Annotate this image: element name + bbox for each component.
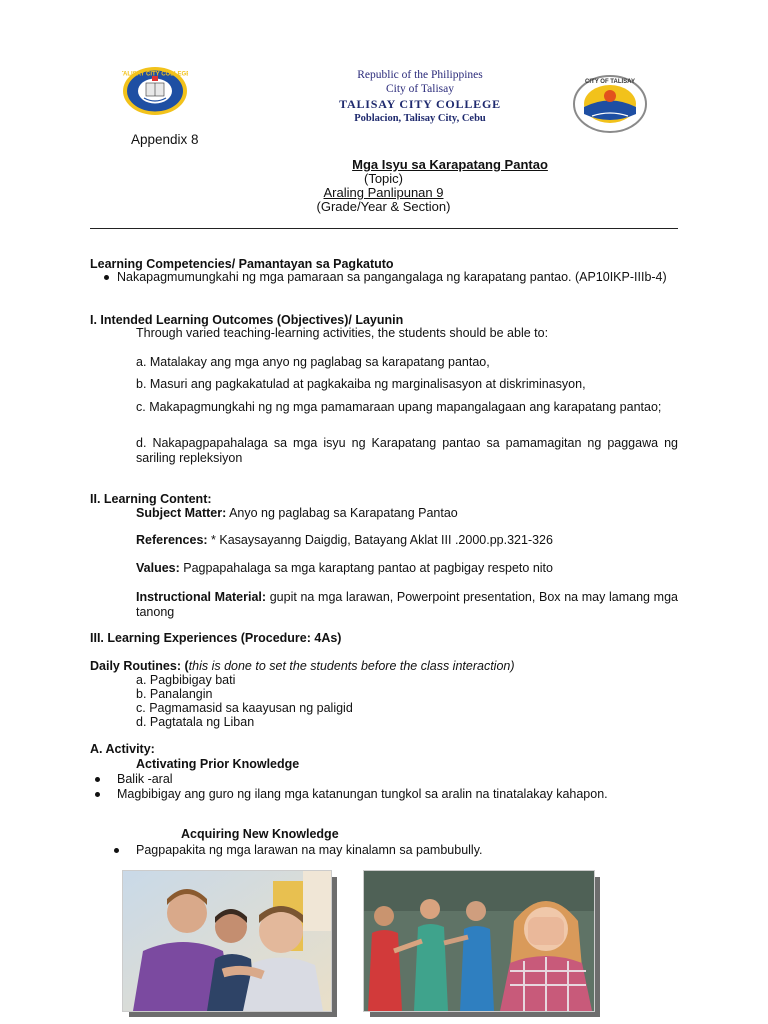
material-label: Instructional Material: <box>136 590 267 604</box>
grade-label: (Grade/Year & Section) <box>316 199 451 214</box>
prior-item-2: Magbibigay ang guro ng ilang mga katanungan tungkol sa aralin na tinatalakay kahapon. <box>117 787 608 801</box>
values-label: Values: <box>136 561 180 575</box>
seal-text-right: CITY OF TALISAY <box>585 79 635 85</box>
routines-label: Daily Routines: <box>90 659 181 673</box>
new-item: Pagpapakita ng mga larawan na may kinalamn sa pambubully. <box>136 843 483 857</box>
appendix-label: Appendix 8 <box>131 132 199 147</box>
instructional-material <box>136 590 678 620</box>
routine-item-d: d. Pagtatala ng Liban <box>136 715 255 729</box>
references-label: References: <box>136 533 208 547</box>
header-city: City of Talisay <box>386 83 454 95</box>
experiences-heading: III. Learning Experiences (Procedure: 4As) <box>90 631 342 645</box>
header-divider <box>90 228 678 229</box>
bullet-icon <box>95 792 100 797</box>
college-seal-logo <box>122 66 188 116</box>
daily-routines <box>90 659 515 673</box>
outcome-item-c: c. Makapagmungkahi ng ng mga pamamaraan upang mapangalagaan ang karapatang pantao; <box>136 400 662 414</box>
header-college-name: TALISAY CITY COLLEGE <box>339 97 501 111</box>
values <box>136 561 553 575</box>
bullet-icon <box>95 777 100 782</box>
topic-title: Mga Isyu sa Karapatang Pantao <box>352 157 548 172</box>
outcomes-intro: Through varied teaching-learning activities, the students should be able to: <box>136 326 549 340</box>
routine-item-c: c. Pagmamasid sa kaayusan ng paligid <box>136 701 353 715</box>
routines-note: this is done to set the students before the class interaction <box>188 659 511 673</box>
references-value: * Kasaysayanng Daigdig, Batayang Aklat III .2000.pp.321-326 <box>207 533 553 547</box>
competency-item: Nakapagmumungkahi ng mga pamaraan sa pangangalaga ng karapatang pantao. (AP10IKP-IIIb-4) <box>117 270 667 284</box>
prior-knowledge-heading: Activating Prior Knowledge <box>136 757 300 771</box>
grade-title: Araling Panlipunan 9 <box>323 185 444 200</box>
bullet-icon <box>104 275 109 280</box>
material-value: gupit na mga larawan, Powerpoint presentation, Box na may lamang mga tanong <box>136 590 678 619</box>
routine-item-a: a. Pagbibigay bati <box>136 673 236 687</box>
header-republic: Republic of the Philippines <box>357 69 483 81</box>
topic-label: (Topic) <box>363 171 403 186</box>
routines-open: ( <box>181 659 189 673</box>
outcomes-heading: I. Intended Learning Outcomes (Objectives)/ Layunin <box>90 313 404 327</box>
outcome-item-b: b. Masuri ang pagkakatulad at pagkakaiba ng marginalisasyon at diskriminasyon, <box>136 377 586 391</box>
outcome-item-a: a. Matalakay ang mga anyo ng paglabag sa karapatang pantao, <box>136 355 490 369</box>
prior-item-1: Balik -aral <box>117 772 173 786</box>
routines-close: ) <box>510 659 515 673</box>
subject-label: Subject Matter: <box>136 506 227 520</box>
bullet-icon <box>114 848 119 853</box>
subject-value: Anyo ng paglabag sa Karapatang Pantao <box>226 506 458 520</box>
header-address: Poblacion, Talisay City, Cebu <box>354 113 486 124</box>
seal-text-left: TALISAY CITY COLLEGE <box>122 71 188 78</box>
references <box>136 533 553 547</box>
bullying-photo-girl <box>363 870 595 1012</box>
content-heading: II. Learning Content: <box>90 492 212 506</box>
routine-item-b: b. Panalangin <box>136 687 213 701</box>
values-value: Pagpapahalaga sa mga karaptang pantao at pagbigay respeto nito <box>179 561 553 575</box>
activity-heading: A. Activity: <box>90 742 155 756</box>
city-seal-logo <box>572 74 648 134</box>
bullying-photo-boys <box>122 870 332 1012</box>
outcome-item-d: d. Nakapagpapahalaga sa mga isyu ng Karapatang pantao sa pamamagitan ng paggawa ng sariling repleksiyon <box>136 436 678 465</box>
competencies-heading: Learning Competencies/ Pamantayan sa Pagkatuto <box>90 257 394 271</box>
subject-matter <box>136 506 458 520</box>
new-knowledge-heading: Acquiring New Knowledge <box>181 827 339 841</box>
